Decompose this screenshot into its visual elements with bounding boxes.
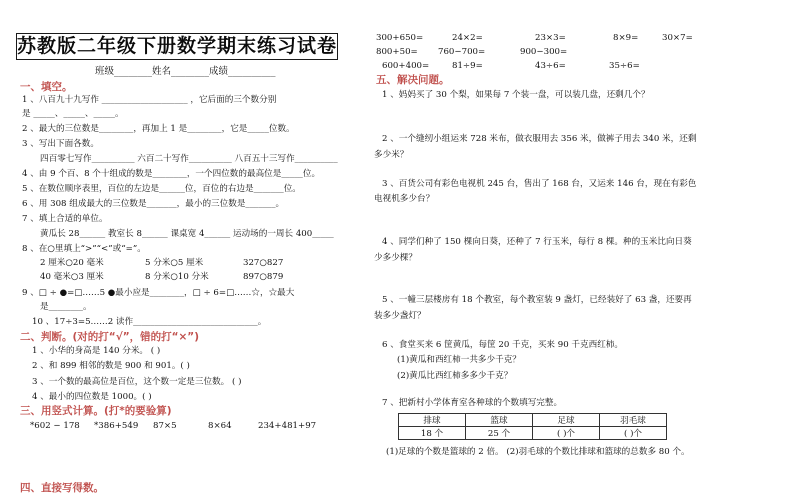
table-cell: 25 个 — [466, 427, 533, 440]
mental-item: 23×3= — [535, 33, 566, 43]
fill-q3b: 四百零七写作__________ 六百二十写作__________ 八百五十三写作__________ — [40, 154, 338, 164]
table-header-cell: 足球 — [533, 414, 600, 427]
mental-item: 81÷9= — [452, 61, 483, 71]
judge-item: 1 、小华的身高是 140 分米。 ( ) — [32, 346, 161, 356]
mental-item: 900−300= — [520, 47, 568, 57]
compare-item: 40 毫米○3 厘米 — [40, 272, 104, 282]
compare-item: 8 分米○10 分米 — [145, 272, 209, 282]
fill-q1: 1 、八百九十九写作 ____________________ ，它后面的三个数分别 — [22, 95, 277, 105]
mental-item: 600+400= — [382, 61, 430, 71]
mental-item: 35÷6= — [609, 61, 640, 71]
mental-item: 43÷6= — [535, 61, 566, 71]
problem-7-note: (1)足球的个数是篮球的 2 倍。 (2)羽毛球的个数比排球和篮球的总数多 80 个。 — [386, 447, 690, 457]
fill-q1b: 是 _____、_____、_____。 — [22, 109, 124, 119]
problem-1: 1 、妈妈买了 30 个梨，如果每 7 个装一盘，可以装几盘，还剩几个？ — [382, 90, 650, 100]
vertical-calc-item: *386+549 — [94, 421, 139, 431]
fill-q9b: 是________。 — [40, 302, 92, 312]
vertical-calc-item: 234+481+97 — [258, 421, 317, 431]
section-judge: 二、判断。(对的打“√”，错的打“×”) — [20, 331, 200, 343]
mental-item: 300+650= — [376, 33, 424, 43]
fill-q5: 5 、在数位顺序表里，百位的左边是______位，百位的右边是_______位。 — [22, 184, 301, 194]
judge-item: 4 、最小的四位数是 1000。( ) — [32, 392, 152, 402]
section-fill-blank: 一、填空。 — [20, 81, 73, 93]
compare-item: 897○879 — [243, 272, 284, 282]
table-header-cell: 排球 — [399, 414, 466, 427]
vertical-calc-item: *602 − 178 — [30, 421, 80, 431]
problem-5b: 装多少盏灯？ — [374, 311, 426, 321]
table-cell: ( )个 — [600, 427, 667, 440]
table-header-cell: 篮球 — [466, 414, 533, 427]
fill-q7b: 黄瓜长 28______ 教室长 8______ 课桌宽 4______ 运动场的一周长 400_____ — [40, 229, 334, 239]
table-cell: ( )个 — [533, 427, 600, 440]
problem-4a: 4 、同学们种了 150 棵向日葵，还种了 7 行玉米，每行 8 棵。种的玉米比向日葵 — [382, 237, 692, 247]
fill-q3: 3 、写出下面各数。 — [22, 139, 99, 149]
judge-item: 2 、和 899 相邻的数是 900 和 901。( ) — [32, 361, 190, 371]
mental-item: 760−700= — [438, 47, 486, 57]
mental-item: 30×7= — [662, 33, 693, 43]
problem-3b: 电视机多少台？ — [374, 194, 435, 204]
problem-3a: 3 、百货公司有彩色电视机 245 台，售出了 168 台，又运来 146 台，现在有彩色 — [382, 179, 697, 189]
compare-item: 327○827 — [243, 258, 284, 268]
compare-item: 5 分米○5 厘米 — [145, 258, 204, 268]
problem-2a: 2 、一个缝纫小组运来 728 米布，做衣服用去 356 米，做裤子用去 340 米，还剩 — [382, 134, 697, 144]
problem-6a: 6 、食堂买来 6 筐黄瓜，每筐 20 千克，买来 90 千克西红柿。 — [382, 340, 623, 350]
problem-6b: (1)黄瓜和西红柿一共多少千克？ — [397, 355, 521, 365]
student-info-line: 班级________姓名________成绩__________ — [95, 66, 276, 77]
compare-item: 2 厘米○20 毫米 — [40, 258, 104, 268]
fill-q2: 2 、最大的三位数是________，再加上 1 是________，它是_____位数。 — [22, 124, 295, 134]
section-problem-solving: 五、解决问题。 — [376, 74, 450, 86]
table-cell: 18 个 — [399, 427, 466, 440]
problem-6c: (2)黄瓜比西红柿多多少千克？ — [397, 371, 513, 381]
mental-item: 24×2= — [452, 33, 483, 43]
fill-q9: 9 、□ ÷ ●=□……5 ●最小应是________，□ ÷ 6=□……☆，☆最大 — [22, 288, 295, 298]
page-title: 苏教版二年级下册数学期末练习试卷 — [16, 33, 338, 60]
mental-item: 800+50= — [376, 47, 418, 57]
problem-5a: 5 、一幢三层楼房有 18 个教室，每个教室装 9 盏灯，已经装好了 63 盏，还要再 — [382, 295, 692, 305]
vertical-calc-item: 87×5 — [153, 421, 177, 431]
section-mental-calc: 四、直接写得数。 — [20, 482, 104, 494]
fill-q7: 7 、填上合适的单位。 — [22, 214, 108, 224]
ball-count-table — [398, 413, 667, 440]
section-vertical-calc: 三、用竖式计算。(打*的要验算) — [20, 405, 172, 417]
mental-item: 8×9= — [613, 33, 639, 43]
fill-q8: 8 、在○里填上“>”“<”或“=”。 — [22, 244, 146, 254]
problem-7: 7 、把新村小学体育室各种球的个数填写完整。 — [382, 398, 563, 408]
problem-2b: 多少米？ — [374, 150, 409, 160]
table-header-cell: 羽毛球 — [600, 414, 667, 427]
fill-q10: 10 、17÷3=5……2 读作_____________________________。 — [32, 317, 267, 327]
problem-4b: 少多少棵？ — [374, 253, 417, 263]
fill-q4: 4 、由 9 个百、8 个十组成的数是________，一个四位数的最高位是_____位。 — [22, 169, 321, 179]
fill-q6: 6 、用 308 组成最大的三位数是_______，最小的三位数是_______。 — [22, 199, 285, 209]
judge-item: 3 、一个数的最高位是百位，这个数一定是三位数。 ( ) — [32, 377, 242, 387]
vertical-calc-item: 8×64 — [208, 421, 232, 431]
